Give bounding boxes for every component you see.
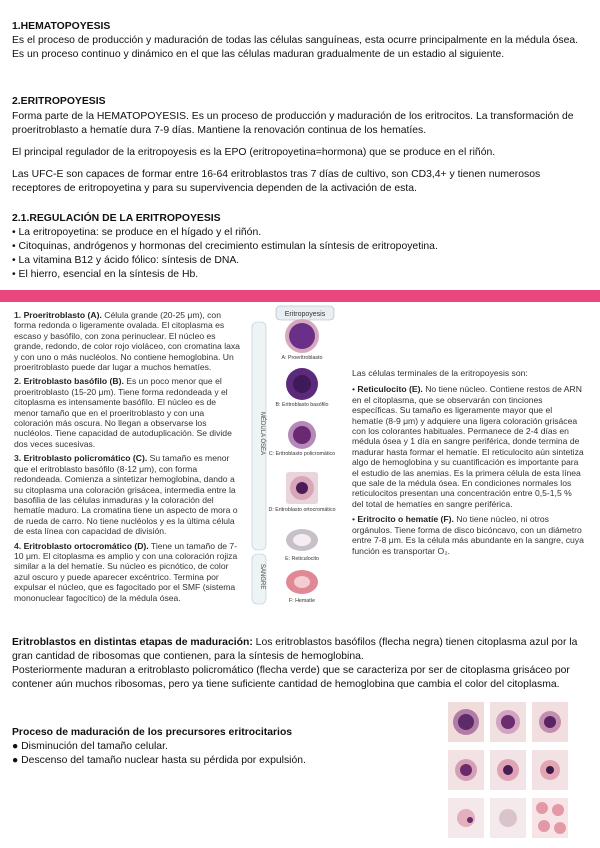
eritropoyesis-figure — [0, 302, 600, 607]
figure-cell-desc-b: 2. Eritroblasto basófilo (B). Es un poco menor que el proeritroblasto (15-20 μm). Tiene forma redondeada y el citoplasma es intensamente basófilo. El núcleo es de menor tamaño que en el proeritroblasto y con una coloración más oscura. No llegan a observarse los nucléolos. Tiene capacidad de autoduplicación. Se divide dos veces sucesivas. — [14, 376, 232, 449]
figure-cell-desc-d: 4. Eritroblasto ortocromático (D). Tiene un tamaño de 7-10 μm. El citoplasma es amplio y con una coloración rojiza similar a la del hematíe. Su núcleo es picnótico, de color azul oscuro y puede aparecer excéntrico. Termina por expulsar el núcleo, que es fagocitado por el SMF (sistema mononuclear fagocítico) de la médula ósea. — [14, 540, 238, 603]
figure-terminal-desc-e: • Reticulocito (E). No tiene núcleo. Contiene restos de ARN en el citoplasma, que se observarán con tinciones específicas. Su tamaño es ligeramente mayor que el hematíe (8-9 μm) y adquiere una ligera coloración grisácea con los colorantes habituales. Permanece de 2-4 días en médula ósea y 1 día en sangre periférica, donde termina de madurar hasta formar el hematíe. El reticulocito aún sintetiza algo de hemoglobina y su cuantificación es importante para el estudio de las anemias. Es la primera célula de esta línea que sale de la médula ósea. En condiciones normales los reticulocitos presentan una concentración entre 0,5-1,5 % del total de hematíes en sangre periférica. — [352, 384, 584, 509]
figure-right-intro: Las células terminales de la eritropoyesis son: — [352, 368, 528, 378]
eritroblastos-lead: Eritroblastos en distintas etapas de maduración: — [12, 637, 253, 648]
section-eritropoyesis-title: 2.ERITROPOYESIS — [12, 96, 106, 107]
maduracion-list — [12, 740, 306, 768]
diagram-label-f: F: Hematíe — [288, 598, 316, 604]
regulacion-item: • El hierro, esencial en la síntesis de Hb. — [12, 269, 199, 280]
eritropoyesis-paragraph-3: Las UFC-E son capaces de formar entre 16-64 eritroblastos tras 7 días de cultivo, son CD3,4+ y tienen numerosos receptores de eritropoyetina y para su supervivencia dependen de la activación de esta. — [12, 169, 541, 194]
regulacion-item: • La eritropoyetina: se produce en el hígado y el riñón. — [12, 227, 262, 238]
eritroblastos-paragraph-2: Posteriormente maduran a eritroblasto policromático (flecha verde) que se caracteriza por ser de citoplasma grisáceo por contener aún muchos ribosomas, pero ya tiene suficiente cantidad de hemoglobina que cambia el color del citoplasma. — [12, 665, 570, 690]
regulacion-list — [12, 226, 438, 282]
diagram-side-sangre: SANGRE — [259, 564, 265, 590]
figure-top-bar — [0, 290, 600, 302]
figure-left-column — [14, 310, 242, 603]
section-hematopoyesis-body: Es el proceso de producción y maduración de todas las células sanguíneas, esta ocurre principalmente en la médula ósea. Es un proceso continuo y dinámico en el que las células maduran gradualmente de un estadio al siguiente. — [12, 35, 579, 60]
eritropoyesis-paragraph-1: Forma parte de la HEMATOPOYESIS. Es un proceso de producción y maduración de los eritrocitos. La transformación de proeritroblasto a hematíe dura 7-9 días. Mantiene la renovación continua de los hematíes. — [12, 111, 574, 136]
micrograph-grid — [448, 702, 568, 838]
figure-terminal-desc-f: • Eritrocito o hematíe (F). No tiene núcleo, ni otros orgánulos. Tiene forma de disco bicóncavo, con un diámetro entre 7-8 μm. Es la célula más abundante en la sangre, cuya función es transportar O₂. — [352, 514, 584, 556]
section-hematopoyesis-title: 1.HEMATOPOYESIS — [12, 21, 111, 32]
regulacion-item: • Citoquinas, andrógenos y hormonas del crecimiento estimulan la síntesis de eritropoyetina. — [12, 241, 438, 252]
maduracion-item: ● Disminución del tamaño celular. — [12, 741, 168, 752]
figure-cell-desc-a: 1. Proeritroblasto (A). Célula grande (20-25 μm), con forma redonda o ligeramente ovalada. El citoplasma es escaso y basófilo, con zona perinuclear. El núcleo es grande, redondo, de color rojo violáceo, con cromatina laxa y con uno o más nucléolos. No contiene hemoglobina. Un proeritroblasto puede dar lugar a muchos hematíes. — [14, 310, 240, 373]
section-regulacion-title: 2.1.REGULACIÓN DE LA ERITROPOYESIS — [12, 213, 221, 224]
eritroblastos-paragraph-1: Eritroblastos en distintas etapas de maduración: Los eritroblastos basófilos (flecha negra) tienen citoplasma azul por la gran cantidad de ribosomas que contienen, para la síntesis de hemoglobina. — [12, 637, 578, 662]
diagram-label-d: D: Eritroblasto ortocromático — [268, 507, 336, 513]
diagram-label-a: A: Proeritroblasto — [281, 355, 323, 361]
eritropoyesis-paragraph-2: El principal regulador de la eritropoyesis es la EPO (eritropoyetina=hormona) que se produce en el riñón. — [12, 147, 496, 158]
maduracion-title: Proceso de maduración de los precursores eritrocitarios — [12, 727, 293, 738]
diagram-label-b: B: Eritroblasto basófilo — [275, 402, 329, 408]
diagram-label-c: C: Eritroblasto policromático — [268, 451, 336, 457]
diagram-label-e: E: Reticulocito — [285, 556, 319, 562]
proeritroblasto-cell — [289, 323, 315, 349]
regulacion-item: • La vitamina B12 y ácido fólico: síntesis de DNA. — [12, 255, 240, 266]
eritropoyesis-diagram — [246, 302, 340, 607]
figure-right-column — [352, 368, 584, 556]
diagram-side-medula: MÉDULA ÓSEA — [259, 412, 265, 456]
diagram-header: Eritropoyesis — [284, 311, 326, 318]
figure-cell-desc-c: 3. Eritroblasto policromático (C). Su tamaño es menor que el eritroblasto basófilo (8-12 μm), con forma redondeada. Comienza a sintetizar hemoglobina, dando a su citoplasma una coloración grisácea, intermedia entre la basofilia de las células inmaduras y la coloración del hematíe maduro. La cromatina tiene un aspecto de mora o de rueda de carro. No tiene nucléolos y es la última célula de esta línea con capacidad de división. — [14, 453, 238, 537]
maduracion-item: ● Descenso del tamaño nuclear hasta su pérdida por expulsión. — [12, 755, 306, 766]
